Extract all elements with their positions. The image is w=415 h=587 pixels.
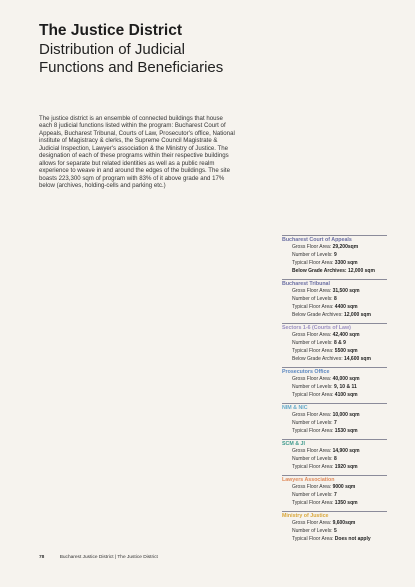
- program-entry-name: Bucharest Court of Appeals: [282, 237, 352, 243]
- program-entry: [282, 475, 387, 508]
- program-stat-row: [282, 492, 387, 500]
- stat-value: 31,500 sqm: [332, 288, 360, 295]
- stat-label: Gross Floor Area:: [292, 376, 333, 383]
- program-entry-name: Sectors 1-6 (Courts of Law): [282, 325, 351, 332]
- stat-value: 1530 sqm: [334, 427, 358, 434]
- stat-label: Typical Floor Area:: [292, 303, 335, 310]
- stat-label: Number of Levels:: [292, 528, 334, 535]
- program-entry: [282, 439, 387, 472]
- title-block: [39, 22, 379, 76]
- program-stat-row: [282, 384, 387, 392]
- program-entry-name: Lawyers Association: [282, 477, 335, 484]
- program-entry-name: Prosecutors Office: [282, 369, 330, 376]
- program-entry: [282, 367, 387, 400]
- program-entry-name: NIM & NIC: [282, 405, 308, 412]
- program-stat-row: [282, 340, 387, 348]
- stat-label: Typical Floor Area:: [292, 536, 335, 543]
- stat-value: 14,600 sqm: [343, 355, 371, 362]
- stat-label: Number of Levels:: [292, 456, 334, 463]
- stat-value: 3300 sqm: [334, 259, 358, 266]
- program-stat-row: [282, 500, 387, 508]
- stat-value: 8 & 9: [333, 339, 346, 346]
- program-stat-row: [282, 448, 387, 456]
- subtitle-line-1: Distribution of Judicial: [39, 41, 185, 58]
- stat-label: Below Grade Archives:: [292, 355, 344, 362]
- stat-value: 7: [333, 492, 337, 499]
- stat-label: Below Grade Archives:: [292, 311, 344, 318]
- stat-value: 12,000 sqm: [343, 311, 371, 318]
- stat-label: Gross Floor Area:: [292, 412, 333, 419]
- program-stat-row: [282, 244, 387, 252]
- program-stat-row: [282, 312, 387, 320]
- stat-value: 9, 10 & 11: [333, 383, 357, 390]
- stat-value: 9,600sqm: [332, 520, 356, 527]
- program-entry-name: SCM & JI: [282, 441, 305, 448]
- program-entry: [282, 323, 387, 364]
- program-entry-name: Bucharest Tribunal: [282, 281, 330, 288]
- stat-value: 4400 sqm: [334, 303, 358, 310]
- program-stat-row: [282, 392, 387, 400]
- program-stat-row: [282, 420, 387, 428]
- program-entry: [282, 279, 387, 320]
- program-entry: [282, 511, 387, 544]
- stat-value: 12,000 sqm: [347, 267, 375, 274]
- page-subtitle: [39, 41, 379, 76]
- stat-label: Gross Floor Area:: [292, 288, 333, 295]
- stat-value: 29,200sqm: [332, 244, 359, 250]
- stat-value: 1920 sqm: [334, 464, 358, 471]
- stat-value: Does not apply: [334, 536, 371, 543]
- program-stat-row: [282, 464, 387, 472]
- stat-value: 1350 sqm: [334, 500, 358, 507]
- stat-label: Number of Levels:: [292, 420, 334, 427]
- program-entry: [282, 403, 387, 436]
- program-stat-row: [282, 288, 387, 296]
- stat-label: Gross Floor Area:: [292, 484, 333, 491]
- program-stat-row: [282, 428, 387, 436]
- stat-value: 7: [333, 420, 337, 427]
- stat-label: Number of Levels:: [292, 251, 334, 258]
- stat-value: 40,000 sqm: [332, 376, 360, 383]
- intro-paragraph: The justice district is an ensemble of connected buildings that house each 8 judicial functions listed within the program: Bucharest Court of Appeals, Bucharest Tribunal, Courts of Law, Prosecutor's office, National institute of Magistracy & clerks, the Supreme Council Magistrate & Judicial Inspection, Lawyer's association & the Ministry of Justice. The designation of each of these programs within their respective buildings allows for separate but related identities as well as a public realm experience to weave in and around the edges of the buildings. The site boasts 223,300 sqm of program with 83% of it above grade and 17% below (archives, holding-cells and parking etc.): [39, 115, 235, 190]
- stat-value: 8: [333, 295, 337, 302]
- stat-value: 4100 sqm: [334, 391, 358, 398]
- stat-label: Number of Levels:: [292, 492, 334, 499]
- program-stat-row: [282, 484, 387, 492]
- stat-value: 8: [333, 456, 337, 463]
- footer-text: Bucharest Justice District | The Justice District: [59, 555, 158, 560]
- program-stat-row: [282, 528, 387, 536]
- program-stat-row: [282, 356, 387, 364]
- stat-label: Number of Levels:: [292, 295, 334, 302]
- program-stat-row: [282, 332, 387, 340]
- stat-label: Typical Floor Area:: [292, 391, 335, 398]
- stat-label: Typical Floor Area:: [292, 347, 335, 354]
- stat-value: 5: [333, 528, 337, 535]
- page-footer: [39, 555, 158, 560]
- program-stat-row: [282, 304, 387, 312]
- program-stat-row: [282, 412, 387, 420]
- stat-value: 10,000 sqm: [332, 412, 360, 419]
- stat-label: Gross Floor Area:: [292, 448, 333, 455]
- stat-value: 5500 sqm: [334, 347, 358, 354]
- stat-label: Number of Levels:: [292, 339, 334, 346]
- stat-label: Typical Floor Area:: [292, 464, 335, 471]
- stat-label: Gross Floor Area:: [292, 520, 333, 527]
- program-stat-row: [282, 348, 387, 356]
- stat-value: 14,900 sqm: [332, 448, 360, 455]
- program-stat-row: [282, 260, 387, 268]
- stat-label: Typical Floor Area:: [292, 427, 335, 434]
- stat-value: 9: [333, 251, 337, 258]
- stat-label: Typical Floor Area:: [292, 259, 335, 266]
- stat-label: Below Grade Archives:: [292, 267, 348, 274]
- program-stat-row: [282, 376, 387, 384]
- program-stat-row: [282, 296, 387, 304]
- program-stat-row: [282, 268, 387, 276]
- subtitle-line-2: Functions and Beneficiaries: [39, 58, 224, 76]
- stat-label: Gross Floor Area:: [292, 244, 333, 250]
- page-number: 78: [39, 555, 45, 560]
- program-stat-row: [282, 536, 387, 544]
- stat-value: 42,400 sqm: [332, 332, 360, 339]
- program-stat-row: [282, 456, 387, 464]
- page-title: The Justice District: [39, 22, 182, 39]
- program-list: [282, 235, 387, 548]
- stat-label: Typical Floor Area:: [292, 500, 335, 507]
- stat-value: 9000 sqm: [332, 484, 356, 491]
- program-stat-row: [282, 520, 387, 528]
- program-stat-row: [282, 252, 387, 260]
- program-entry: [282, 235, 387, 276]
- stat-label: Number of Levels:: [292, 383, 334, 390]
- stat-label: Gross Floor Area:: [292, 332, 333, 339]
- program-entry-name: Ministry of Justice: [282, 513, 329, 520]
